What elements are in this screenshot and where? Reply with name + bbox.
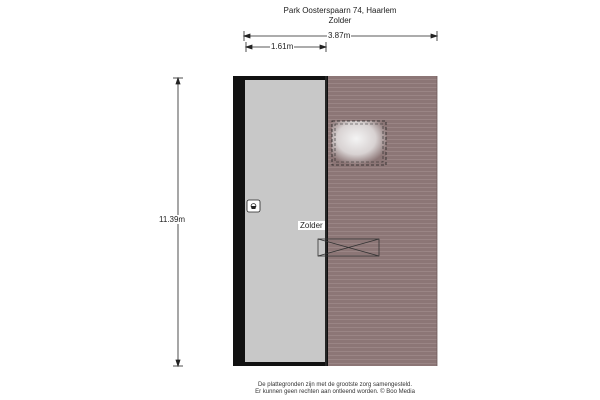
label-total-width: 3.87m	[328, 31, 351, 40]
address-title: Park Oosterspaarn 74, Haarlem	[283, 6, 397, 15]
skylight-icon	[332, 121, 386, 165]
room-label: Zolder	[300, 221, 323, 230]
label-height: 11.39m	[159, 215, 186, 224]
floor-title: Zolder	[328, 16, 352, 25]
disclaimer	[0, 382, 600, 396]
disclaimer-line-1: De plattegronden zijn met de grootste zorg samengesteld.	[257, 382, 413, 388]
label-inner-width: 1.61m	[271, 42, 294, 51]
boiler-icon	[247, 200, 260, 212]
disclaimer-line-2: Er kunnen geen rechten aan ontleend worden. © Boo Media	[255, 389, 415, 395]
roof-slope	[326, 76, 437, 366]
